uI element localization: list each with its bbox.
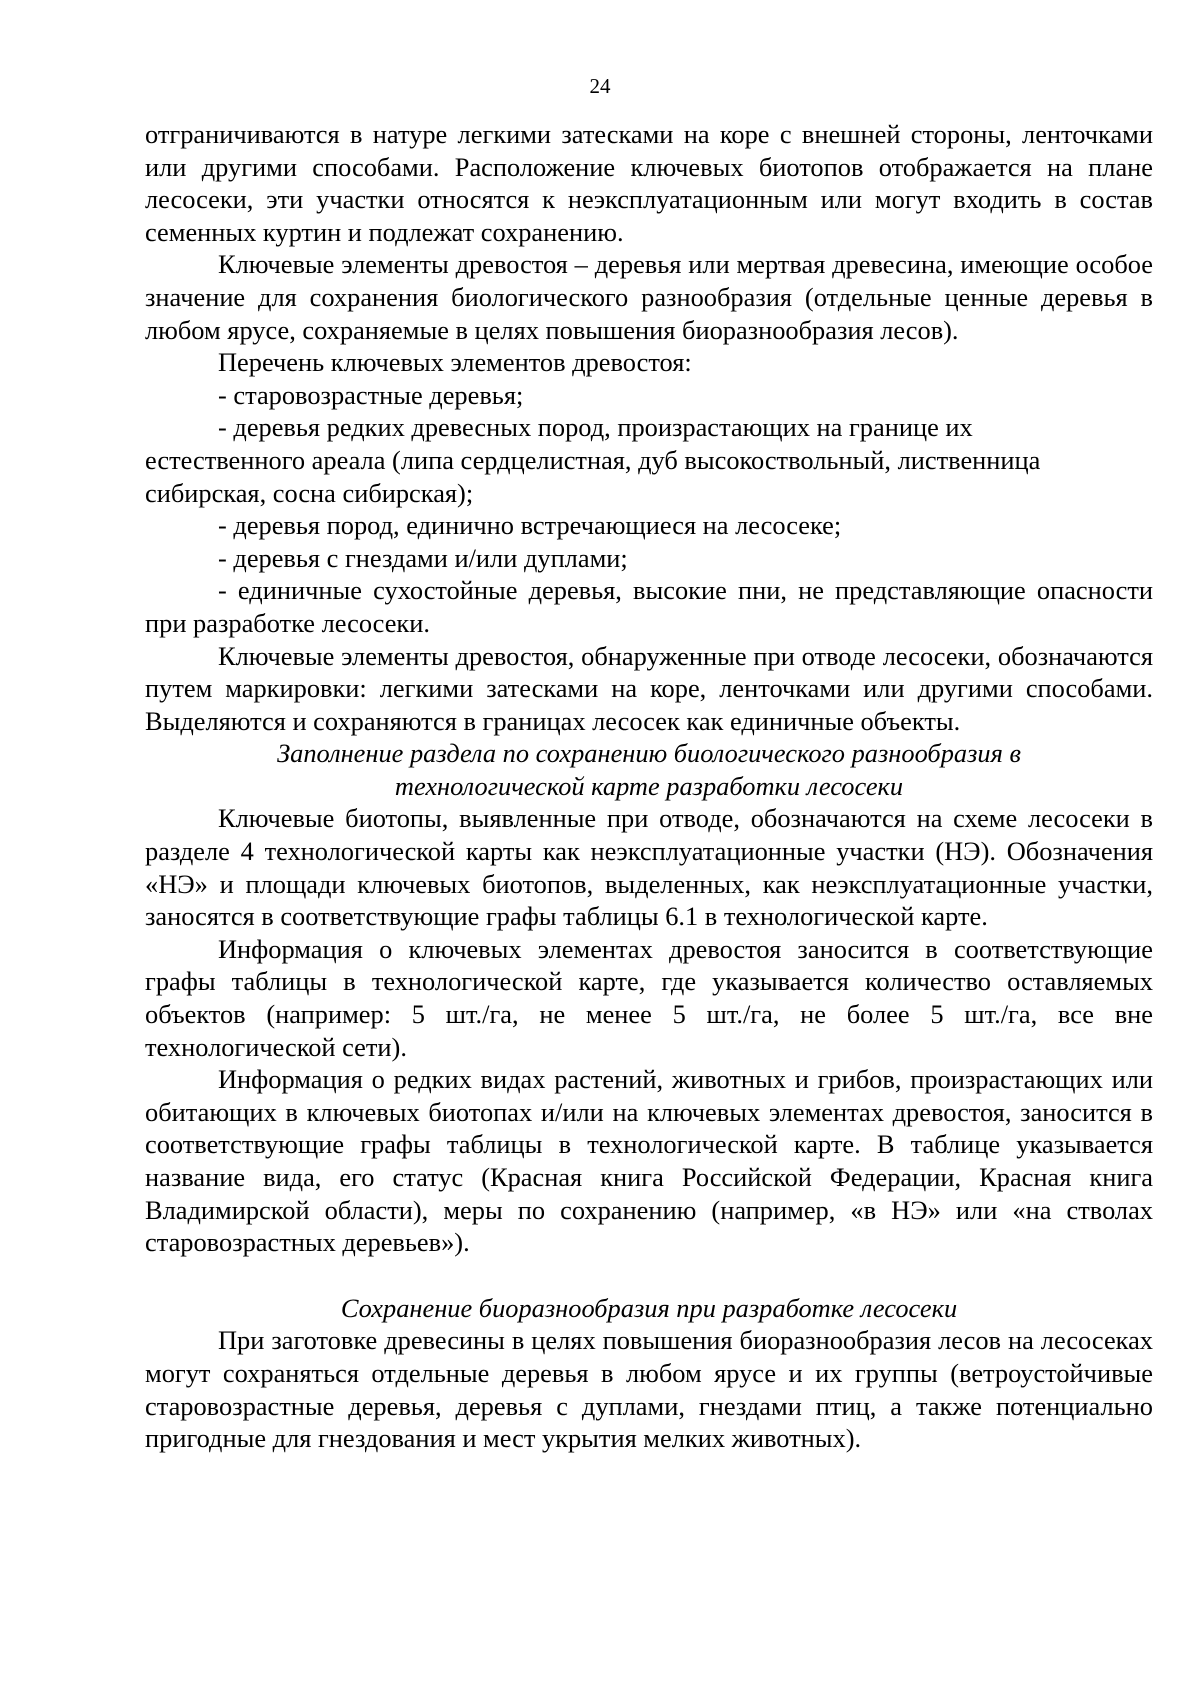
- section-heading-line: технологической карте разработки лесосеки: [394, 770, 904, 801]
- list-item: [145, 411, 1153, 509]
- list-item-line: - деревья редких древесных пород, произрастающих на границе их: [218, 412, 973, 443]
- body-text: [145, 118, 1153, 1455]
- paragraph: Ключевые элементы древостоя, обнаруженные при отводе лесосеки, обозначаются путем маркировки: легкими затесками на коре, ленточками или другими способами. Выделяются и сохраняются в границах лесосек как единичные объекты.: [145, 640, 1153, 736]
- list-item-line: сибирская, сосна сибирская);: [145, 477, 474, 508]
- paragraph: Информация о редких видах растений, животных и грибов, произрастающих или обитающих в ключевых биотопах и/или на ключевых элементах древостоя, заносится в соответствующие графы таблицы в технологической карте. В таблице указывается название вида, его статус (Красная книга Российской Федерации, Красная книга Владимирской области), меры по сохранению (например, «в НЭ» или «на стволах старовозрастных деревьев»).: [145, 1064, 1153, 1258]
- paragraph: Информация о ключевых элементах древостоя заносится в соответствующие графы таблицы в технологической карте, где указывается количество оставляемых объектов (например: 5 шт./га, не менее 5 шт./га, не более 5 шт./га, все вне технологической сети).: [145, 933, 1153, 1062]
- list-item: - единичные сухостойные деревья, высокие пни, не представляющие опасности при разработке лесосеки.: [145, 575, 1153, 638]
- list-intro: Перечень ключевых элементов древостоя:: [218, 347, 692, 378]
- list-item: - деревья с гнездами и/или дуплами;: [218, 542, 628, 573]
- page-number: 24: [589, 74, 611, 98]
- paragraph: отграничиваются в натуре легкими затесками на коре с внешней стороны, ленточками или другими способами. Расположение ключевых биотопов отображается на плане лесосеки, эти участки относятся к неэксплуатационным или могут входить в состав семенных куртин и подлежат сохранению.: [145, 119, 1153, 247]
- list-item: - деревья пород, единично встречающиеся на лесосеке;: [218, 510, 842, 541]
- section-heading: [145, 737, 1153, 802]
- section-heading-line: Заполнение раздела по сохранению биологического разнообразия в: [277, 738, 1021, 769]
- list-item-line: естественного ареала (липа сердцелистная, дуб высокоствольный, лиственница: [145, 444, 1041, 475]
- section-heading: Сохранение биоразнообразия при разработке лесосеки: [340, 1292, 958, 1323]
- list-item: - старовозрастные деревья;: [218, 379, 524, 410]
- spacer: [145, 1259, 1153, 1292]
- paragraph: Ключевые биотопы, выявленные при отводе, обозначаются на схеме лесосеки в разделе 4 технологической карты как неэксплуатационные участки (НЭ). Обозначения «НЭ» и площади ключевых биотопов, выделенных, как неэксплуатационные участки, заносятся в соответствующие графы таблицы 6.1 в технологической карте.: [145, 803, 1153, 932]
- paragraph: При заготовке древесины в целях повышения биоразнообразия лесов на лесосеках могут сохраняться отдельные деревья в любом ярусе и их группы (ветроустойчивые старовозрастные деревья, деревья с дуплами, гнездами птиц, а также потенциально пригодные для гнездования и мест укрытия мелких животных).: [145, 1325, 1153, 1454]
- paragraph: Ключевые элементы древостоя – деревья или мертвая древесина, имеющие особое значение для сохранения биологического разнообразия (отдельные ценные деревья в любом ярусе, сохраняемые в целях повышения биоразнообразия лесов).: [145, 249, 1153, 345]
